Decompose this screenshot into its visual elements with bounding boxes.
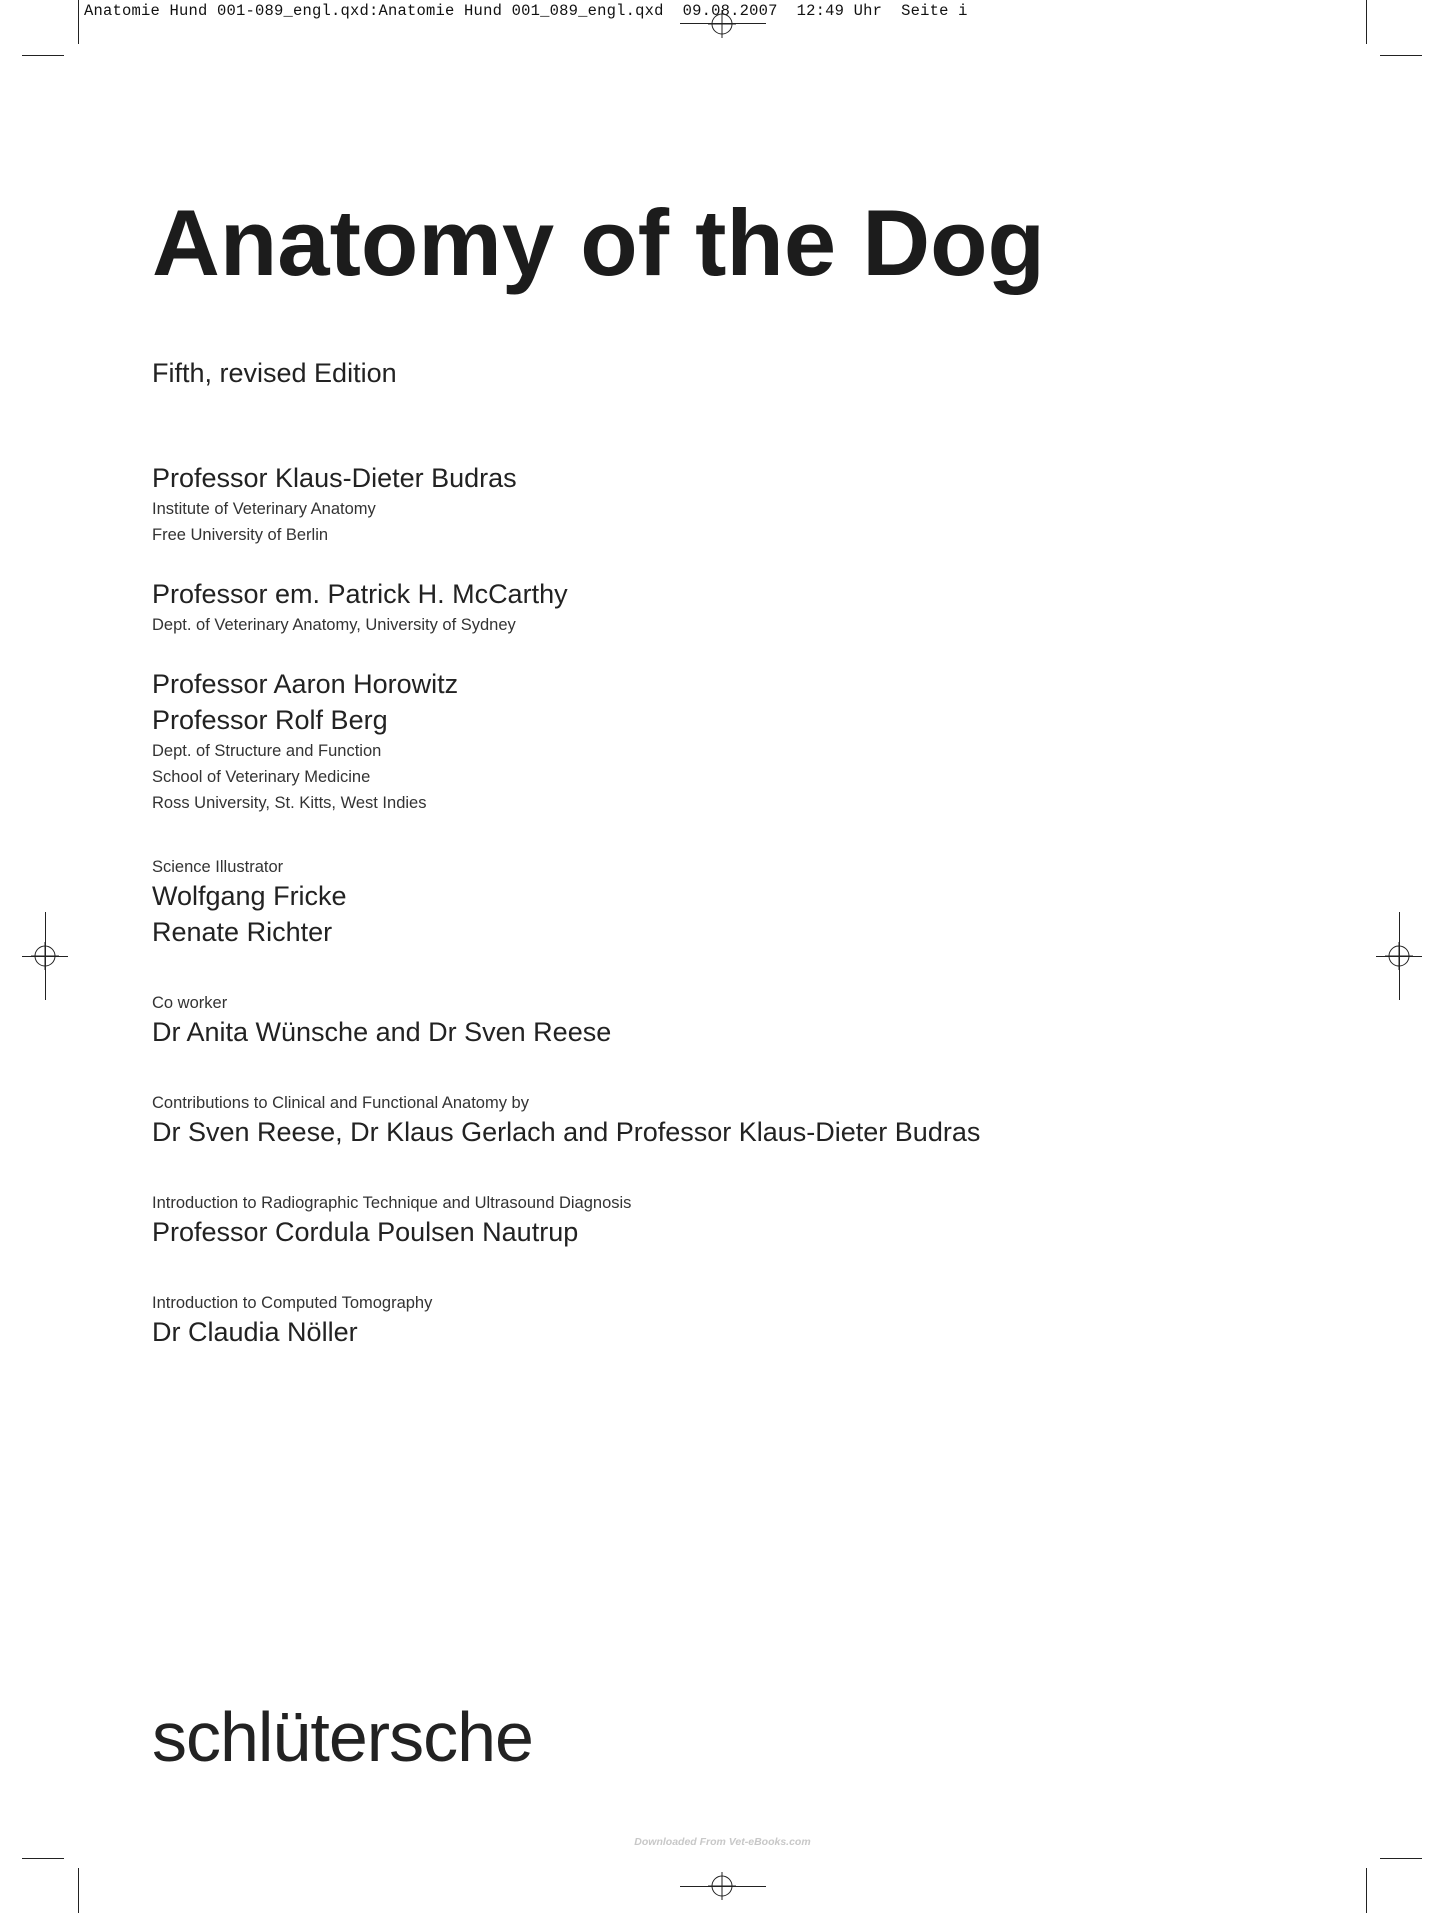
author-name: Professor Rolf Berg (152, 705, 388, 735)
illustrator-block (152, 856, 347, 950)
clinical-contributors-block (152, 1092, 980, 1150)
illustrator-name: Wolfgang Fricke (152, 881, 347, 911)
download-watermark: Downloaded From Vet-eBooks.com (634, 1836, 811, 1848)
author-block-mccarthy (152, 576, 568, 638)
contributor-names: Dr Sven Reese, Dr Klaus Gerlach and Professor Klaus-Dieter Budras (152, 1117, 981, 1147)
crop-mark-bottom-left-vertical (78, 1868, 79, 1913)
role-label: Introduction to Computed Tomography (152, 1294, 433, 1312)
crop-mark-bottom-right-vertical (1366, 1868, 1367, 1913)
author-name: Professor em. Patrick H. McCarthy (152, 579, 568, 609)
edition-label: Fifth, revised Edition (152, 358, 397, 388)
crop-mark-bottom-right-horizontal (1380, 1858, 1422, 1859)
registration-line-bottom (680, 1886, 766, 1887)
author-name: Professor Klaus-Dieter Budras (152, 463, 517, 493)
crop-mark-top-left-horizontal (22, 55, 64, 56)
author-block-budras (152, 460, 517, 548)
author-affiliation-line: Dept. of Veterinary Anatomy, University of Sydney (152, 616, 516, 634)
crop-mark-top-left-vertical (78, 0, 79, 44)
contributor-names: Professor Cordula Poulsen Nautrup (152, 1217, 579, 1247)
print-slug-line: Anatomie Hund 001-089_engl.qxd:Anatomie Hund 001_089_engl.qxd 09.08.2007 12:49 Uhr Seite i (84, 2, 968, 20)
author-affiliation-line: Dept. of Structure and Function (152, 742, 382, 760)
computed-tomography-block (152, 1292, 432, 1350)
crop-mark-top-right-horizontal (1380, 55, 1422, 56)
author-affiliation-line: Free University of Berlin (152, 526, 329, 544)
publisher-logo: schlütersche (152, 1698, 533, 1776)
coworker-names: Dr Anita Wünsche and Dr Sven Reese (152, 1017, 612, 1047)
role-label: Contributions to Clinical and Functional Anatomy by (152, 1094, 529, 1112)
contributor-names: Dr Claudia Nöller (152, 1317, 358, 1347)
author-affiliation-line: School of Veterinary Medicine (152, 768, 371, 786)
author-affiliation-line: Ross University, St. Kitts, West Indies (152, 794, 427, 812)
illustrator-name: Renate Richter (152, 917, 333, 947)
author-affiliation-line: Institute of Veterinary Anatomy (152, 500, 376, 518)
registration-line-left-h (22, 956, 68, 957)
book-title: Anatomy of the Dog (152, 190, 1045, 295)
role-label: Science Illustrator (152, 858, 284, 876)
radiography-block (152, 1192, 631, 1250)
registration-mark-top-icon (708, 10, 736, 38)
role-label: Co worker (152, 994, 228, 1012)
author-name: Professor Aaron Horowitz (152, 669, 459, 699)
author-block-horowitz-berg (152, 666, 458, 816)
registration-line-right-h (1376, 956, 1422, 957)
crop-mark-bottom-left-horizontal (22, 1858, 64, 1859)
registration-line-top (680, 23, 766, 24)
crop-mark-top-right-vertical (1366, 0, 1367, 44)
coworker-block (152, 992, 611, 1050)
role-label: Introduction to Radiographic Technique and Ultrasound Diagnosis (152, 1194, 632, 1212)
